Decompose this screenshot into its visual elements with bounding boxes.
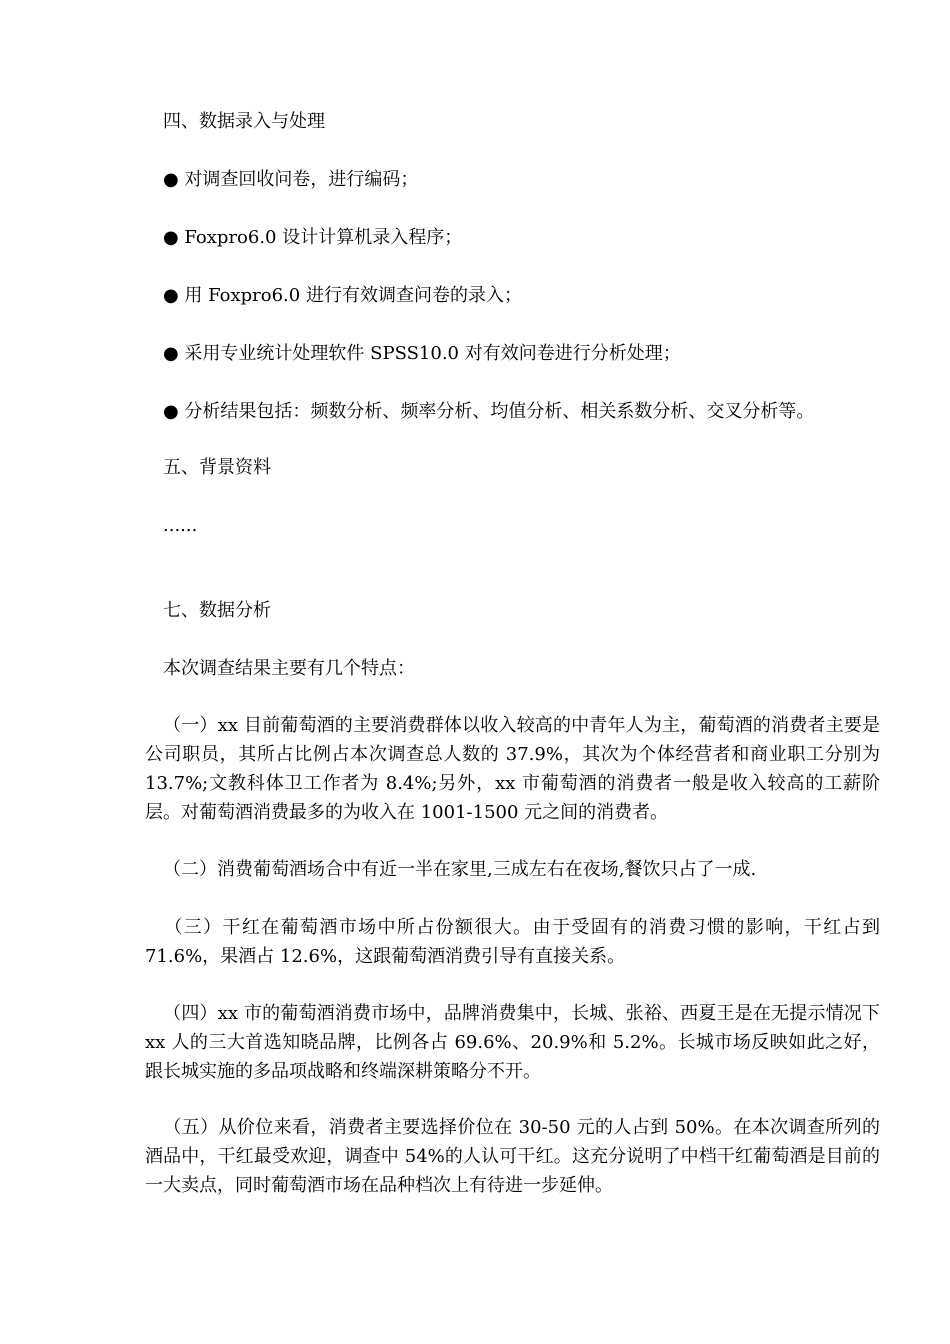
analysis-point-1 [145,711,880,827]
bullet-item-spss-analysis: ● 采用专业统计处理软件 SPSS10.0 对有效问卷进行分析处理； [163,343,681,364]
section-4-heading: 四、数据录入与处理 [163,111,325,132]
section-7-intro: 本次调查结果主要有几个特点： [163,658,415,679]
section-5-heading: 五、背景资料 [163,457,271,478]
analysis-point-1-text: （一）xx 目前葡萄酒的主要消费群体以收入较高的中青年人为主，葡萄酒的消费者主要是公司职员，其所占比例占本次调查总人数的 37.9%，其次为个体经营者和商业职工分别为 13.7%;文教科体卫工作者为 8.4%;另外，xx 市葡萄酒的消费者一般是收入较高的工薪阶层。对葡萄酒消费最多的为收入在 1001-1500 元之间的消费者。 [145,715,880,823]
bullet-item-analysis-results: ● 分析结果包括：频数分析、频率分析、均值分析、相关系数分析、交叉分析等。 [163,401,815,422]
section-5-ellipsis: ...... [163,515,198,536]
analysis-point-2-text: （二）消费葡萄酒场合中有近一半在家里,三成左右在夜场,餐饮只占了一成. [163,859,757,880]
analysis-point-3-text: （三）干红在葡萄酒市场中所占份额很大。由于受固有的消费习惯的影响，干红占到 71.6%，果酒占 12.6%，这跟葡萄酒消费引导有直接关系。 [145,917,880,967]
analysis-point-5-text: （五）从价位来看，消费者主要选择价位在 30-50 元的人占到 50%。在本次调查所列的酒品中，干红最受欢迎，调查中 54%的人认可干红。这充分说明了中档干红葡萄酒是目前的一大卖点，同时葡萄酒市场在品种档次上有待进一步延伸。 [145,1117,880,1196]
bullet-item-entry-program: ● Foxpro6.0 设计计算机录入程序； [163,227,463,248]
section-7-heading: 七、数据分析 [163,600,271,621]
bullet-item-data-entry: ● 用 Foxpro6.0 进行有效调查问卷的录入； [163,285,522,306]
analysis-point-5 [145,1113,880,1200]
analysis-point-2 [145,855,880,884]
analysis-point-4-text: （四）xx 市的葡萄酒消费市场中，品牌消费集中，长城、张裕、西夏王是在无提示情况下 xx 人的三大首选知晓品牌，比例各占 69.6%、20.9%和 5.2%。长城市场反映如此之好，跟长城实施的多品项战略和终端深耕策略分不开。 [145,1003,880,1082]
bullet-item-encoding: ● 对调查回收问卷，进行编码； [163,169,419,190]
analysis-point-3 [145,913,880,971]
analysis-point-4 [145,999,880,1086]
